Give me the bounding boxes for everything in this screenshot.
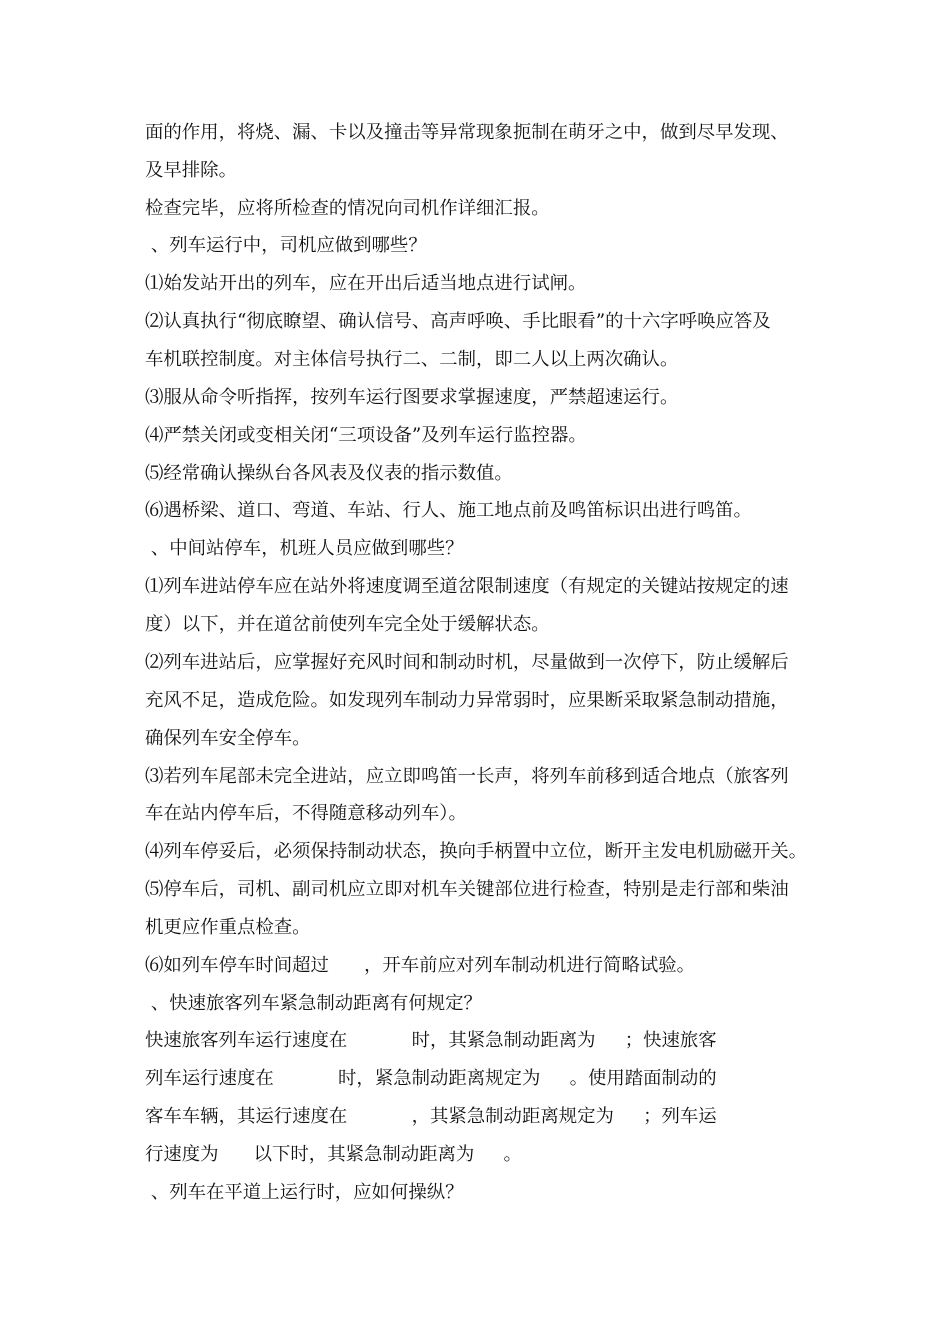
text-line: 快速旅客列车运行速度在 时，其紧急制动距离为 ；快速旅客	[145, 1030, 717, 1051]
text-line: 度）以下，并在道岔前使列车完全处于缓解状态。	[145, 614, 550, 635]
text-line: 机更应作重点检查。	[145, 917, 311, 938]
text-line: ⑶服从命令听指挥，按列车运行图要求掌握速度，严禁超速运行。	[145, 387, 679, 408]
text-line: ⑵认真执行“彻底瞭望、确认信号、高声呼唤、手比眼看”的十六字呼唤应答及	[145, 311, 771, 332]
text-line: 确保列车安全停车。	[145, 728, 311, 749]
text-line: 检查完毕，应将所检查的情况向司机作详细汇报。	[145, 198, 550, 219]
text-line: ⑷严禁关闭或变相关闭“三项设备”及列车运行监控器。	[145, 425, 587, 446]
text-line: ⑴列车进站停车应在站外将速度调至道岔限制速度（有规定的关键站按规定的速	[145, 576, 789, 597]
text-line: ⑹遇桥梁、道口、弯道、车站、行人、施工地点前及鸣笛标识出进行鸣笛。	[145, 500, 752, 521]
question-heading: 、中间站停车，机班人员应做到哪些？	[145, 538, 464, 559]
text-line: ⑶若列车尾部未完全进站，应立即鸣笛一长声，将列车前移到适合地点（旅客列	[145, 766, 789, 787]
text-line: 列车运行速度在 时，紧急制动距离规定为 。使用踏面制动的	[145, 1068, 717, 1089]
text-line: ⑴始发站开出的列车，应在开出后适当地点进行试闸。	[145, 273, 587, 294]
text-line: 及早排除。	[145, 160, 237, 181]
text-line: ⑸停车后，司机、副司机应立即对机车关键部位进行检查，特别是走行部和柴油	[145, 879, 789, 900]
question-heading: 、列车在平道上运行时，应如何操纵？	[145, 1182, 464, 1203]
text-line: ⑵列车进站后，应掌握好充风时间和制动时机，尽量做到一次停下，防止缓解后	[145, 652, 789, 673]
text-line: 行速度为 以下时，其紧急制动距离为 。	[145, 1144, 522, 1165]
question-heading: 、列车运行中，司机应做到哪些？	[145, 235, 427, 256]
text-line: ⑸经常确认操纵台各风表及仪表的指示数值。	[145, 463, 513, 484]
text-line: 车机联控制度。对主体信号执行二、二制，即二人以上两次确认。	[145, 349, 679, 370]
question-heading: 、快速旅客列车紧急制动距离有何规定？	[145, 993, 482, 1014]
text-line: 车在站内停车后，不得随意移动列车）。	[145, 803, 467, 824]
text-line: 面的作用，将烧、漏、卡以及撞击等异常现象扼制在萌牙之中，做到尽早发现、	[145, 122, 789, 143]
text-line: 充风不足，造成危险。如发现列车制动力异常弱时，应果断采取紧急制动措施，	[145, 690, 789, 711]
text-line: ⑹如列车停车时间超过 ，开车前应对列车制动机进行简略试验。	[145, 955, 696, 976]
text-line: 客车车辆，其运行速度在 ，其紧急制动距离规定为 ；列车运	[145, 1106, 717, 1127]
text-line: ⑷列车停妥后，必须保持制动状态，换向手柄置中立位，断开主发电机励磁开关。	[145, 841, 808, 862]
